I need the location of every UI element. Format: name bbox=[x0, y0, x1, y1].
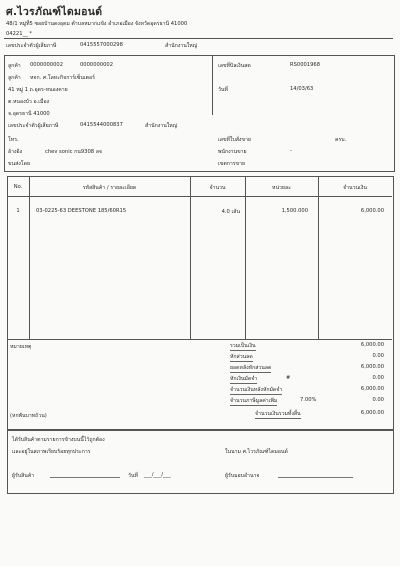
customer-address-3: จ.อุดรธานี 41000 bbox=[8, 111, 50, 117]
customer-code-label: ลูกค้า bbox=[8, 63, 21, 69]
col-divider-3 bbox=[245, 176, 246, 339]
company-address: 48/1 หมู่ที่5 ซอยบ้านดงอุดม ตำบลหมากแข้ง อำเภอเมือง จังหวัดอุดรธานี 41000 bbox=[6, 21, 188, 27]
company-name: ศ.ไวรภัณฑ์ไดมอนด์ bbox=[6, 6, 103, 18]
total-value-6: 0.00 bbox=[372, 397, 384, 403]
header-unit-price: หน่วยละ bbox=[272, 185, 291, 191]
customer-name-label: ลูกค้า bbox=[8, 75, 21, 81]
shipping-label: ขนส่งโดย bbox=[8, 161, 30, 167]
header-divider bbox=[4, 38, 393, 39]
doc-date: 14/03/63 bbox=[290, 86, 314, 92]
customer-branch: สำนักงานใหญ่ bbox=[145, 123, 178, 129]
authorized-signature-line bbox=[278, 477, 353, 478]
header-amount: จำนวนเงิน bbox=[343, 185, 367, 191]
sales-value: - bbox=[290, 148, 292, 154]
receiver-signature-line bbox=[50, 477, 120, 478]
credit-label: ครบ. bbox=[335, 137, 347, 143]
receiver-label: ผู้รับสินค้า bbox=[12, 473, 35, 479]
totals-divider bbox=[7, 339, 392, 340]
col-divider-2 bbox=[190, 176, 191, 339]
customer-code: 0000000002 bbox=[30, 62, 64, 68]
total-value-2: 0.00 bbox=[372, 353, 384, 359]
total-value-3: 6,000.00 bbox=[360, 364, 384, 370]
col-divider-4 bbox=[318, 176, 319, 339]
grand-total-value: 6,000.00 bbox=[360, 410, 384, 416]
col-divider-1 bbox=[29, 176, 30, 339]
received-text-2: และอยู่ในสภาพเรียบร้อยทุกประการ bbox=[12, 449, 91, 455]
reference-value: chev sonic กน9308 ลจ bbox=[45, 149, 102, 155]
total-value-4: 0.00 bbox=[372, 375, 384, 381]
customer-address-2: ต.หนองบัว อ.เมือง bbox=[8, 99, 50, 105]
row-unit-price: 1,500.000 bbox=[281, 208, 308, 214]
customer-address-1: 41 หมู่ 1 ถ.อุดร-หนองคาย bbox=[8, 87, 68, 93]
customer-phone-label: โทร. bbox=[8, 137, 19, 143]
received-text-1: ได้รับสินค้าตามรายการข้างบนนี้ไว้ถูกต้อง bbox=[12, 437, 105, 443]
reference-label: อ้างอิง bbox=[8, 149, 23, 155]
customer-tax-id: 0415544000837 bbox=[80, 122, 123, 128]
row-amount: 6,000.00 bbox=[360, 208, 384, 214]
vat-rate: 7.00% bbox=[300, 397, 317, 403]
total-label-3: ยอดหลังหักส่วนลด bbox=[230, 365, 272, 371]
doc-no-label: เลขที่บิลเงินสด bbox=[218, 63, 251, 69]
customer-code-2: 0000000002 bbox=[80, 62, 114, 68]
amount-in-words: (หกพันบาทถ้วน) bbox=[10, 413, 47, 419]
items-header-divider bbox=[7, 196, 392, 197]
doc-date-label: วันที่ bbox=[218, 87, 228, 93]
company-branch: สำนักงานใหญ่ bbox=[165, 43, 198, 49]
header-no: No. bbox=[13, 184, 23, 190]
remark-label: หมายเหตุ bbox=[10, 344, 32, 350]
total-label-5: จำนวนเงินหลังหักมัดจำ bbox=[230, 387, 283, 393]
row-quantity: 4.0 เส้น bbox=[221, 209, 240, 215]
customer-name: หจก. ศ.โลหะกิจการ์เซ็นเตอร์ bbox=[30, 75, 95, 81]
sales-area-label: เขตการขาย bbox=[218, 161, 246, 167]
row-description: 03-0225-63 DEESTONE 185/60R15 bbox=[36, 208, 127, 214]
company-tax-id: 0415557000298 bbox=[80, 42, 123, 48]
sales-label: พนักงานขาย bbox=[218, 149, 247, 155]
info-box-divider bbox=[212, 55, 213, 115]
total-label-6: จำนวนภาษีมูลค่าเพิ่ม bbox=[230, 398, 278, 404]
authorized-label: ผู้รับมอบอำนาจ bbox=[225, 473, 260, 479]
in-name-of: ในนาม ศ.ไวรภัณฑ์ไดมอนด์ bbox=[225, 449, 288, 455]
total-label-2: หักส่วนลด bbox=[230, 354, 253, 360]
total-value-1: 6,000.00 bbox=[360, 342, 384, 348]
deposit-hash: # bbox=[286, 375, 291, 381]
grand-total-label: จำนวนเงินรวมทั้งสิ้น bbox=[255, 411, 301, 417]
doc-no: RS0001968 bbox=[290, 62, 321, 68]
receive-date-blank: ___/___/___ bbox=[144, 472, 171, 478]
company-phone: 04221__ * bbox=[6, 31, 32, 37]
po-label: เลขที่ใบสั่งขาย bbox=[218, 137, 251, 143]
total-label-4: หักเงินมัดจำ bbox=[230, 376, 258, 382]
total-value-5: 6,000.00 bbox=[360, 386, 384, 392]
total-label-1: รวมเป็นเงิน bbox=[230, 343, 256, 349]
receive-date-label: วันที่ bbox=[128, 473, 138, 479]
header-quantity: จำนวน bbox=[209, 185, 226, 191]
customer-tax-label: เลขประจำตัวผู้เสียภาษี bbox=[8, 123, 59, 129]
company-tax-label: เลขประจำตัวผู้เสียภาษี bbox=[6, 43, 57, 49]
row-no: 1 bbox=[16, 208, 20, 214]
header-description: รหัสสินค้า / รายละเอียด bbox=[82, 185, 137, 191]
